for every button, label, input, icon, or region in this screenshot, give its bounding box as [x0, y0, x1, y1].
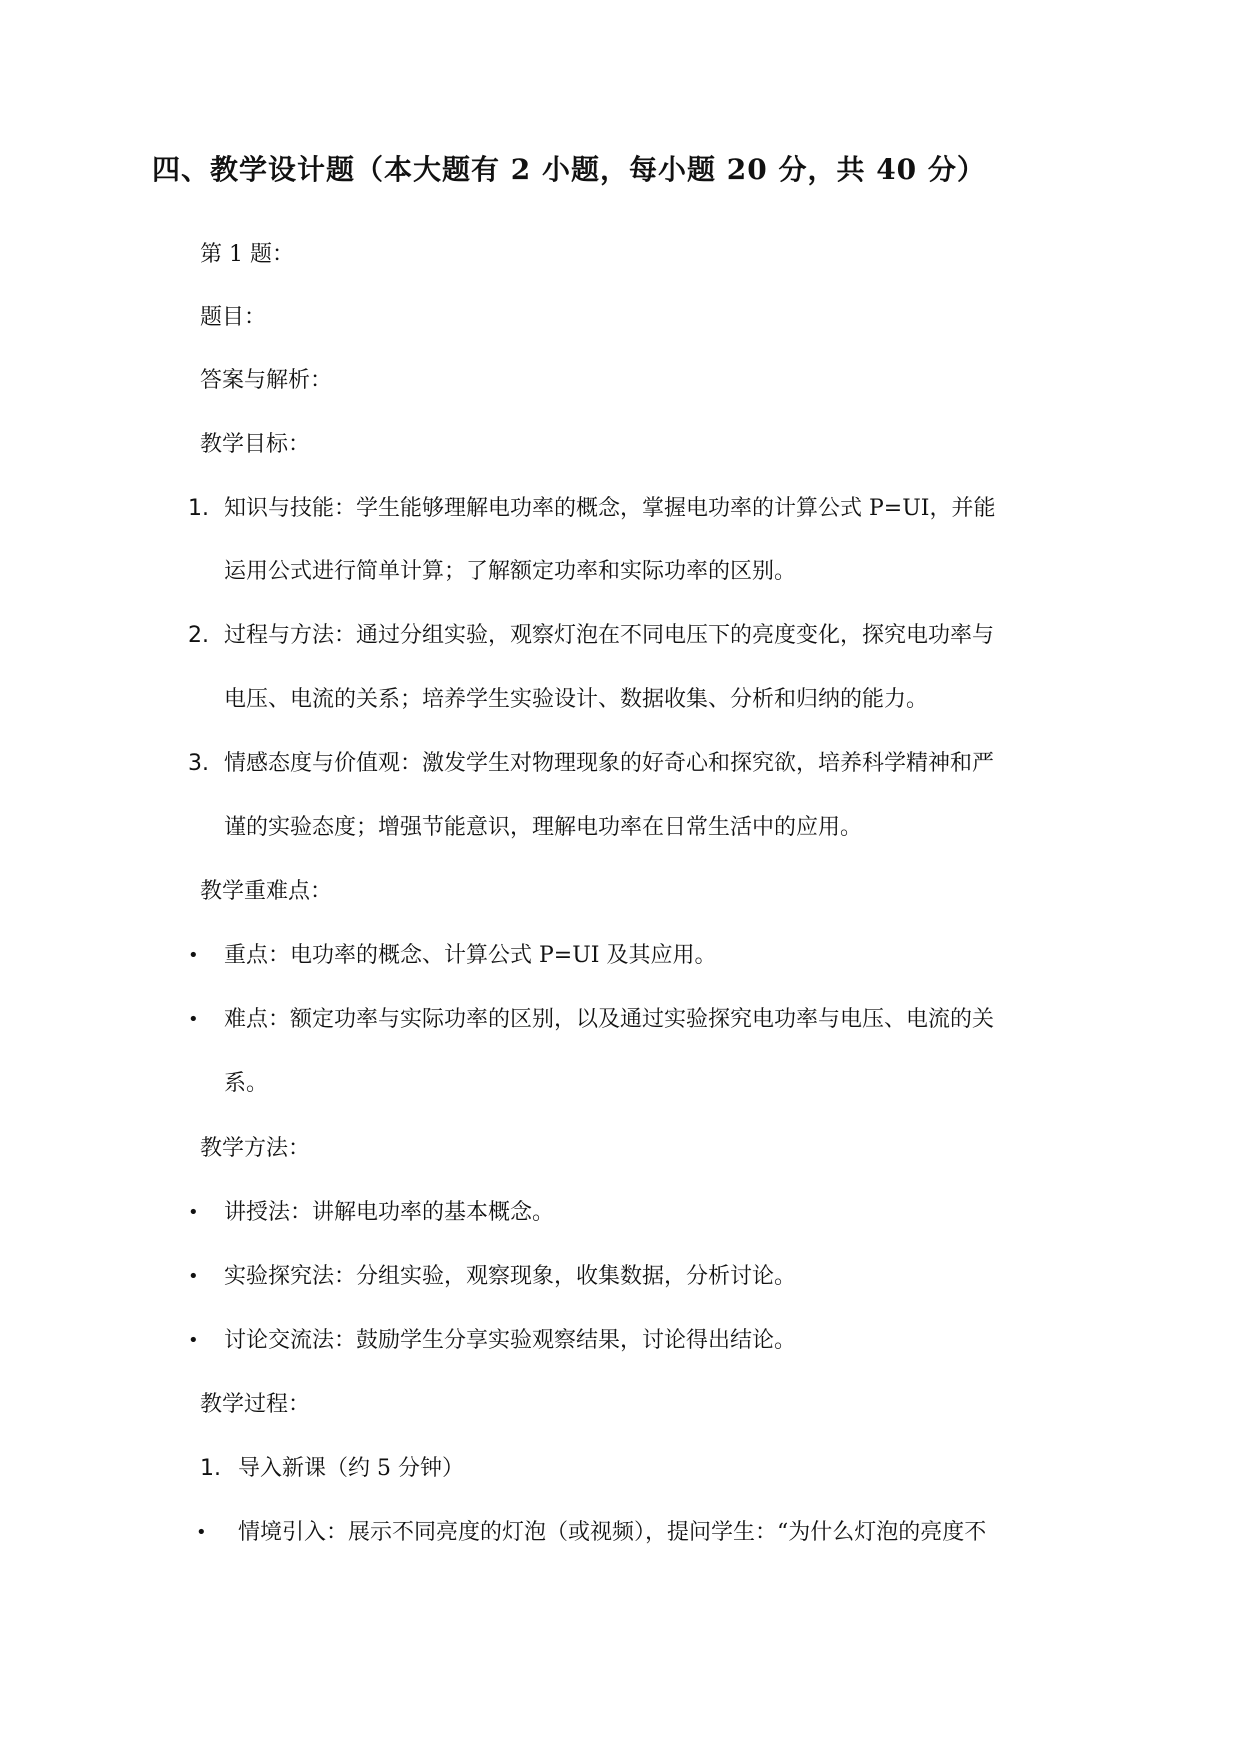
method-2-bullet: • — [188, 1266, 199, 1287]
process-sub-item: 情境引入：展示不同亮度的灯泡（或视频），提问学生：“为什么灯泡的亮度不 — [238, 1520, 987, 1545]
objective-2-line1: 过程与方法：通过分组实验，观察灯泡在不同电压下的亮度变化，探究电功率与 — [224, 623, 995, 648]
objective-1-number: 1. — [188, 496, 209, 521]
objective-2-line2: 电压、电流的关系；培养学生实验设计、数据收集、分析和归纳的能力。 — [224, 687, 929, 712]
section-heading: 四、教学设计题（本大题有 2 小题，每小题 20 分，共 40 分） — [152, 153, 986, 186]
key-point-2-line2: 系。 — [224, 1071, 269, 1096]
method-3-bullet: • — [188, 1330, 199, 1351]
key-point-2-bullet: • — [188, 1009, 199, 1030]
process-sub-bullet: • — [196, 1522, 207, 1543]
objective-2-number: 2. — [188, 623, 209, 648]
process-label: 教学过程： — [200, 1392, 311, 1417]
method-1-bullet: • — [188, 1202, 199, 1223]
topic-label: 题目： — [200, 305, 267, 330]
key-point-1-text: 重点：电功率的概念、计算公式 P=UI 及其应用。 — [224, 943, 717, 968]
key-point-1-bullet: • — [188, 945, 199, 966]
question-label: 第 1 题： — [200, 242, 294, 267]
method-1-text: 讲授法：讲解电功率的基本概念。 — [224, 1200, 555, 1225]
key-points-label: 教学重难点： — [200, 879, 333, 904]
key-point-2-line1: 难点：额定功率与实际功率的区别，以及通过实验探究电功率与电压、电流的关 — [224, 1007, 995, 1032]
objective-1-line2: 运用公式进行简单计算；了解额定功率和实际功率的区别。 — [224, 559, 797, 584]
method-3-text: 讨论交流法：鼓励学生分享实验观察结果，讨论得出结论。 — [224, 1328, 797, 1353]
methods-label: 教学方法： — [200, 1136, 311, 1161]
objective-3-number: 3. — [188, 751, 209, 776]
objectives-label: 教学目标： — [200, 432, 311, 457]
method-2-text: 实验探究法：分组实验，观察现象，收集数据，分析讨论。 — [224, 1264, 797, 1289]
process-step-1-title: 导入新课（约 5 分钟） — [238, 1456, 464, 1481]
objective-3-line1: 情感态度与价值观：激发学生对物理现象的好奇心和探究欲，培养科学精神和严 — [224, 751, 995, 776]
objective-3-line2: 谨的实验态度；增强节能意识，理解电功率在日常生活中的应用。 — [224, 815, 863, 840]
answer-label: 答案与解析： — [200, 368, 333, 393]
objective-1-line1: 知识与技能：学生能够理解电功率的概念，掌握电功率的计算公式 P=UI，并能 — [224, 496, 996, 521]
process-step-1-number: 1. — [200, 1456, 221, 1481]
